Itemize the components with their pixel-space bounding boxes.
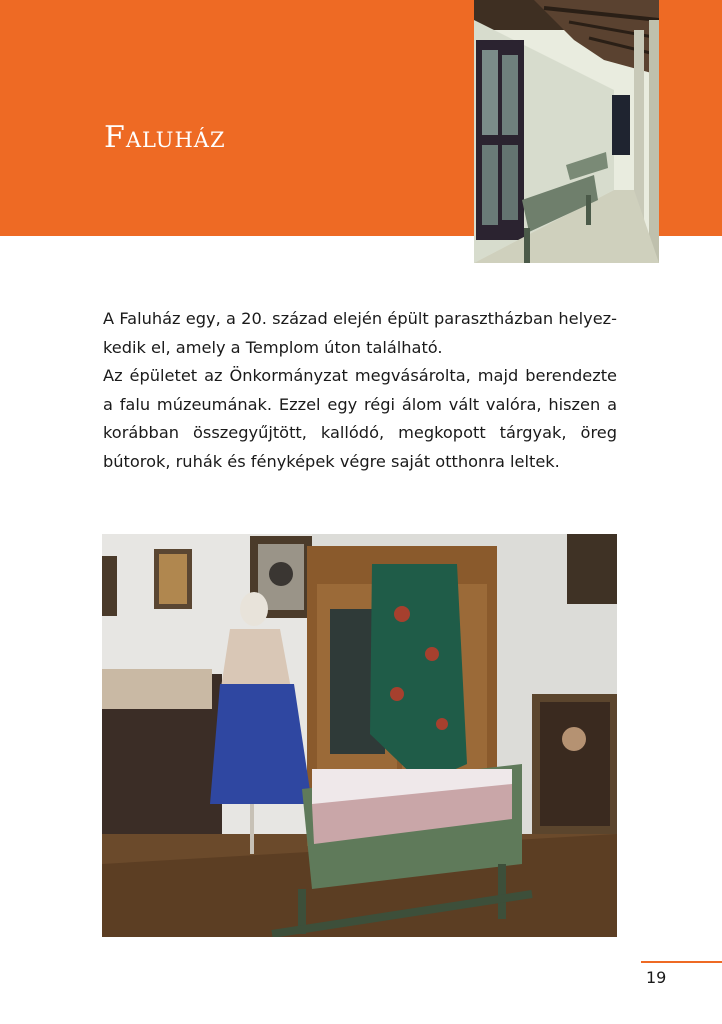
paragraph-2: Az épületet az Önkormányzat megvásárolta, majd berendezte a falu múzeumának. Ezzel egy régi álom vált valóra, hiszen a korábban összegyűjtött, kallódó, megkopott tárgyak, öreg bútorok, ruhák és fényképek végre saját otthonra leltek.: [103, 366, 617, 471]
page-title: Faluház: [104, 120, 226, 155]
museum-room-interior-photo: [102, 534, 617, 937]
page-number: 19: [646, 968, 667, 987]
paragraph-1: A Faluház egy, a 20. század elején épült parasztházban helyezkedik el, amely a Templom úton található.: [103, 309, 617, 357]
body-text: [103, 305, 617, 476]
footer-rule: [641, 961, 722, 963]
porch-corridor-photo: [474, 0, 659, 263]
